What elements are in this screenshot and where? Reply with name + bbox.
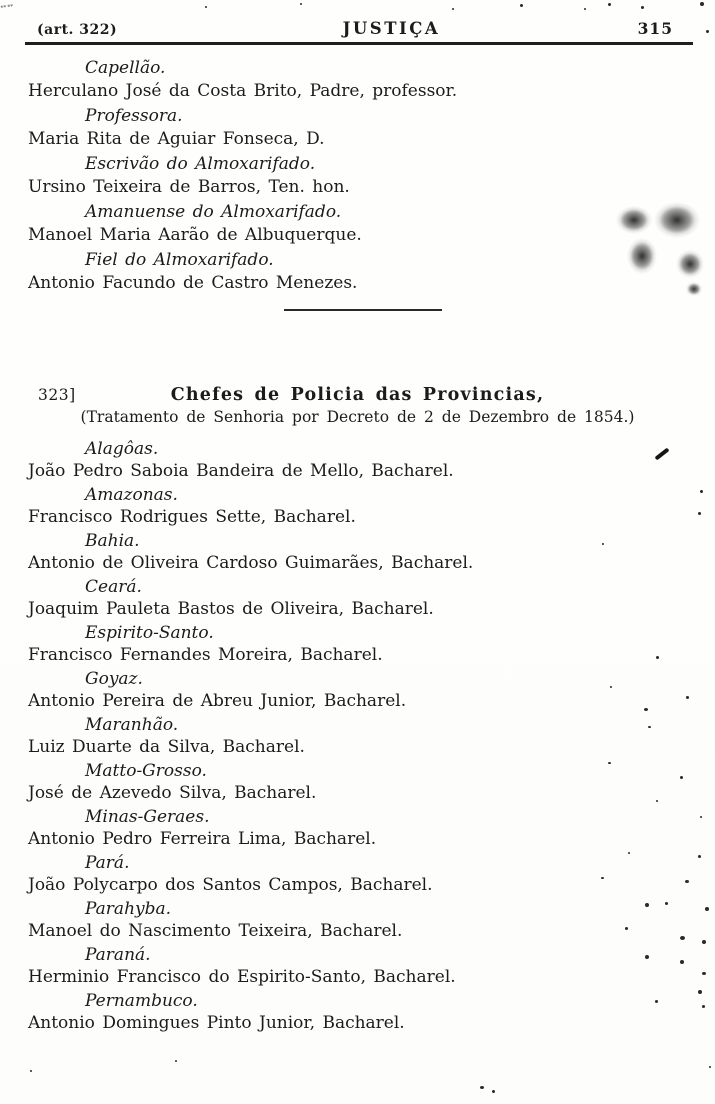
province-heading: Parahyba.	[85, 899, 172, 919]
province-heading: Pará.	[85, 853, 130, 873]
running-title: JUSTIÇA	[342, 19, 441, 38]
article-reference: (art. 322)	[37, 22, 118, 38]
province-heading: Goyaz.	[85, 669, 143, 689]
ink-speck	[492, 1090, 495, 1093]
province-heading: Pernambuco.	[85, 991, 198, 1011]
section-subtitle: (Tratamento de Senhoria por Decreto de 2 de Dezembro de 1854.)	[80, 408, 635, 426]
person-line: Francisco Fernandes Moreira, Bacharel.	[28, 645, 383, 665]
province-heading: Ceará.	[85, 577, 142, 597]
province-heading: Paraná.	[85, 945, 151, 965]
person-line: José de Azevedo Silva, Bacharel.	[28, 783, 317, 803]
person-line: Manoel do Nascimento Teixeira, Bacharel.	[28, 921, 403, 941]
person-line: Maria Rita de Aguiar Fonseca, D.	[28, 129, 325, 149]
ink-speck	[30, 1070, 32, 1072]
province-heading: Maranhão.	[85, 715, 179, 735]
ink-speck	[706, 30, 709, 33]
ink-stain	[686, 282, 702, 296]
person-line: Luiz Duarte da Silva, Bacharel.	[28, 737, 305, 757]
role-heading: Professora.	[85, 106, 183, 126]
person-line: Francisco Rodrigues Sette, Bacharel.	[28, 507, 356, 527]
section-title: Chefes de Policia das Provincias,	[170, 385, 545, 405]
role-heading: Fiel do Almoxarifado.	[85, 250, 274, 270]
page-header	[25, 0, 693, 45]
ink-speck	[175, 1060, 177, 1062]
ink-speck	[709, 1066, 711, 1068]
person-line: Antonio Domingues Pinto Junior, Bacharel.	[28, 1013, 405, 1033]
role-heading: Capellão.	[85, 58, 166, 78]
province-heading: Espirito-Santo.	[85, 623, 214, 643]
person-line: João Pedro Saboia Bandeira de Mello, Bacharel.	[28, 461, 454, 481]
person-line: João Polycarpo dos Santos Campos, Bacharel.	[28, 875, 433, 895]
person-line: Joaquim Pauleta Bastos de Oliveira, Bacharel.	[28, 599, 434, 619]
ink-speck	[700, 2, 704, 6]
section-officials	[28, 57, 685, 294]
person-line: Manoel Maria Aarão de Albuquerque.	[28, 225, 362, 245]
province-heading: Matto-Grosso.	[85, 761, 207, 781]
province-list	[28, 439, 685, 1034]
person-line: Antonio Facundo de Castro Menezes.	[28, 273, 358, 293]
province-heading: Bahia.	[85, 531, 140, 551]
person-line: Antonio Pereira de Abreu Junior, Bacharel.	[28, 691, 407, 711]
province-heading: Alagôas.	[85, 439, 159, 459]
section-chefes-de-policia	[0, 385, 715, 1034]
province-heading: Amazonas.	[85, 485, 178, 505]
section-heading	[0, 385, 715, 405]
person-line: Antonio de Oliveira Cardoso Guimarães, Bacharel.	[28, 553, 474, 573]
ink-speck	[480, 1086, 484, 1089]
province-heading: Minas-Geraes.	[85, 807, 210, 827]
person-line: Ursino Teixeira de Barros, Ten. hon.	[28, 177, 350, 197]
role-heading: Escrivão do Almoxarifado.	[85, 154, 316, 174]
role-heading: Amanuense do Almoxarifado.	[85, 202, 342, 222]
person-line: Herminio Francisco do Espirito-Santo, Bacharel.	[28, 967, 456, 987]
person-line: Herculano José da Costa Brito, Padre, professor.	[28, 81, 458, 101]
section-divider	[284, 309, 442, 311]
corner-mark	[1, 4, 14, 12]
page-number: 315	[637, 19, 673, 38]
section-number: 323]	[38, 386, 76, 404]
person-line: Antonio Pedro Ferreira Lima, Bacharel.	[28, 829, 377, 849]
